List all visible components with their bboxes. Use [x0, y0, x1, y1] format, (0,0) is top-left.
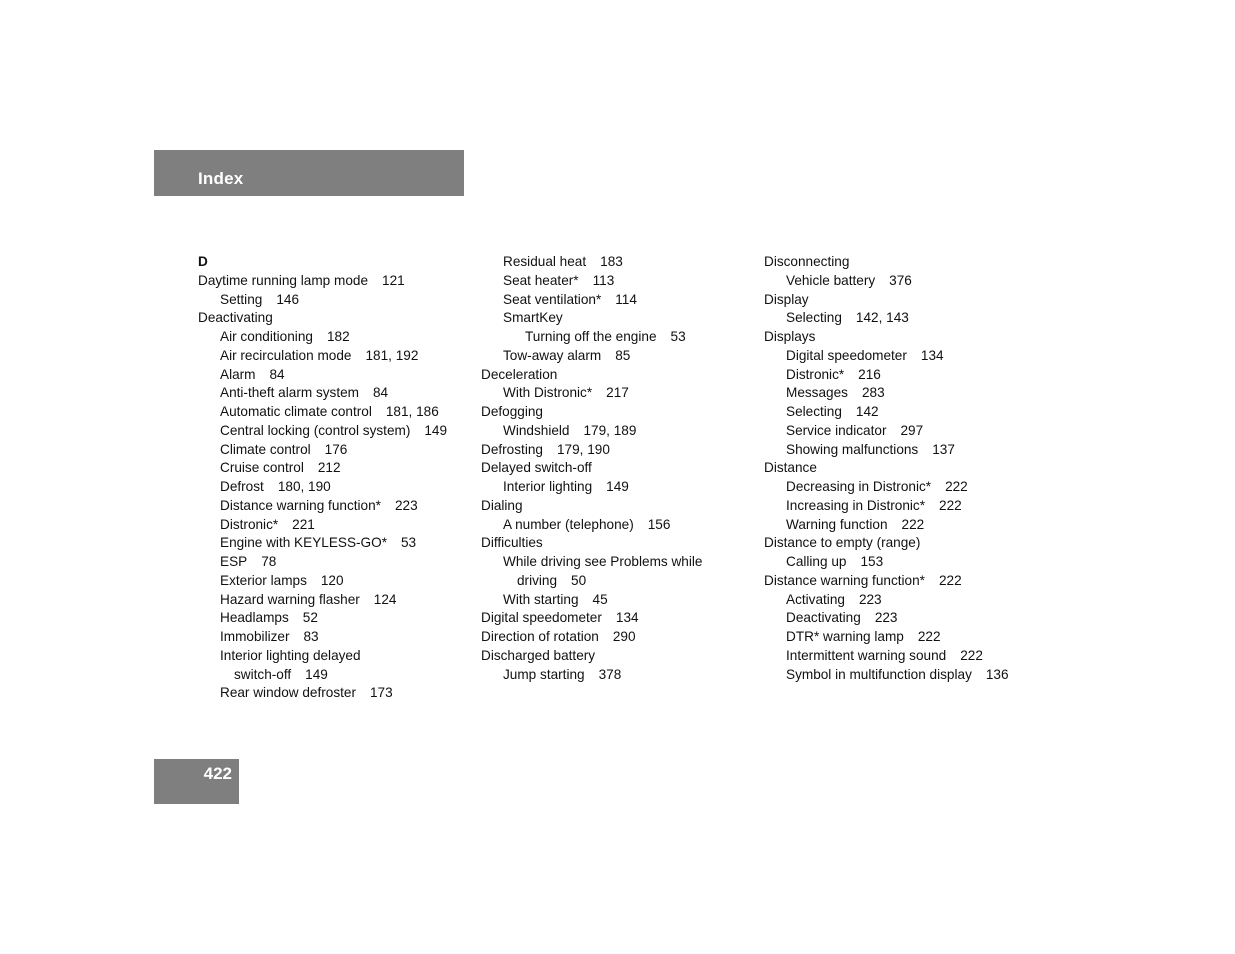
- index-entry: [198, 516, 468, 535]
- index-page-ref[interactable]: 376: [889, 272, 912, 288]
- index-entry: [198, 441, 468, 460]
- index-page-ref[interactable]: 121: [382, 272, 405, 288]
- index-term: Air conditioning: [220, 329, 313, 344]
- index-entry: [198, 459, 468, 478]
- index-page-ref[interactable]: 173: [370, 685, 393, 701]
- index-page-ref[interactable]: 176: [324, 441, 348, 457]
- index-entry: [481, 591, 746, 610]
- index-term: Intermittent warning sound: [786, 647, 947, 663]
- index-entry: [481, 497, 746, 516]
- index-term: Defogging: [481, 404, 543, 419]
- index-entry: [764, 291, 1034, 310]
- index-term: Engine with KEYLESS-GO*: [220, 535, 387, 551]
- index-term: Dialing: [481, 497, 523, 513]
- index-term: Residual heat: [503, 254, 587, 269]
- index-term: Deactivating: [786, 610, 861, 626]
- index-page-ref[interactable]: 83: [303, 629, 319, 644]
- index-term: Defrosting: [481, 441, 543, 457]
- index-term: SmartKey: [503, 310, 563, 326]
- index-page-ref[interactable]: 113: [592, 272, 615, 288]
- index-entry: [481, 534, 746, 553]
- index-entry: [764, 441, 1034, 460]
- index-entry: [764, 647, 1034, 666]
- index-entry: [481, 553, 746, 572]
- index-term: A number (telephone): [503, 516, 634, 532]
- index-column-1: [198, 253, 468, 703]
- index-term: With starting: [503, 591, 579, 607]
- index-entry: [198, 478, 468, 497]
- index-entry: [764, 422, 1034, 441]
- index-page-ref[interactable]: 142: [855, 404, 879, 419]
- index-page-ref[interactable]: 179, 190: [556, 441, 610, 457]
- index-term: Distance warning function*: [764, 572, 925, 588]
- index-term: Distance warning function*: [220, 497, 381, 513]
- index-entry: [481, 666, 746, 685]
- index-entry: [481, 516, 746, 535]
- index-term: Service indicator: [786, 422, 887, 438]
- index-term: Direction of rotation: [481, 629, 599, 644]
- index-term: driving: [517, 572, 558, 588]
- index-term: Deactivating: [198, 310, 273, 326]
- index-page-ref[interactable]: 217: [606, 385, 629, 401]
- index-page-ref[interactable]: 223: [874, 610, 898, 626]
- index-term: Display: [764, 291, 809, 307]
- index-entry: [198, 684, 468, 703]
- index-page-ref[interactable]: 142, 143: [855, 310, 909, 326]
- index-entry: [764, 309, 1034, 328]
- index-term: switch-off: [234, 666, 292, 682]
- index-entry: [481, 291, 746, 310]
- index-term: Increasing in Distronic*: [786, 497, 926, 513]
- index-term: Distronic*: [220, 516, 279, 532]
- index-term: Interior lighting delayed: [220, 647, 361, 663]
- index-term: Decreasing in Distronic*: [786, 479, 932, 494]
- index-entry: [198, 291, 468, 310]
- index-entry: [764, 591, 1034, 610]
- page-title: Index: [198, 169, 244, 188]
- index-entry: [764, 534, 1034, 553]
- index-entry: [198, 497, 468, 516]
- index-page-ref[interactable]: 134: [615, 610, 639, 626]
- index-entry: [481, 647, 746, 666]
- index-page-ref[interactable]: 45: [592, 591, 608, 607]
- index-entry: [764, 572, 1034, 591]
- index-term: Delayed switch-off: [481, 460, 592, 476]
- index-page-ref[interactable]: 114: [615, 291, 637, 307]
- index-term: Tow-away alarm: [503, 347, 602, 363]
- index-entry: [198, 553, 468, 572]
- index-page-ref[interactable]: 212: [317, 460, 341, 476]
- index-page-ref[interactable]: 378: [598, 666, 622, 682]
- index-column-2: [481, 253, 746, 684]
- index-entry: [198, 422, 468, 441]
- index-term: Digital speedometer: [786, 347, 907, 363]
- index-entry: [198, 309, 468, 328]
- index-entry: [198, 609, 468, 628]
- index-entry: [481, 628, 746, 647]
- index-page-ref[interactable]: 181, 192: [365, 347, 419, 363]
- index-entry: [481, 272, 746, 291]
- index-entry: [198, 272, 468, 291]
- index-entry: [481, 328, 746, 347]
- index-page-ref[interactable]: 78: [261, 554, 277, 569]
- index-entry: [198, 384, 468, 403]
- index-term: Air recirculation mode: [220, 347, 352, 363]
- index-term: Selecting: [786, 404, 842, 419]
- index-page-ref[interactable]: 222: [960, 647, 983, 663]
- index-entry: [198, 534, 468, 553]
- index-term: Seat heater*: [503, 272, 579, 288]
- index-page-ref[interactable]: 290: [612, 629, 636, 644]
- index-term: Anti-theft alarm system: [220, 385, 359, 401]
- index-term: While driving see Problems while: [503, 554, 703, 569]
- index-page-ref[interactable]: 124: [373, 591, 397, 607]
- index-entry: [198, 628, 468, 647]
- index-page-ref[interactable]: 153: [860, 554, 884, 569]
- index-page-ref[interactable]: 149: [606, 479, 629, 494]
- index-term: Alarm: [220, 366, 256, 382]
- index-term: Automatic climate control: [220, 404, 372, 419]
- index-term: D: [198, 254, 208, 269]
- index-entry: [764, 328, 1034, 347]
- index-page-ref[interactable]: 156: [647, 516, 671, 532]
- index-entry: [764, 497, 1034, 516]
- index-page-ref[interactable]: 297: [900, 422, 924, 438]
- index-page-ref[interactable]: 222: [901, 516, 925, 532]
- index-page-ref[interactable]: 52: [302, 610, 318, 626]
- index-letter-heading: [198, 253, 468, 272]
- index-page-ref[interactable]: 149: [424, 422, 448, 438]
- index-page-ref[interactable]: 223: [394, 497, 418, 513]
- index-term: Messages: [786, 385, 848, 401]
- index-page-ref[interactable]: 146: [276, 291, 300, 307]
- index-term: Disconnecting: [764, 254, 850, 269]
- index-entry: [198, 666, 468, 685]
- index-term: Headlamps: [220, 610, 289, 626]
- index-page-ref[interactable]: 222: [917, 629, 941, 644]
- index-term: Windshield: [503, 422, 570, 438]
- index-term: Showing malfunctions: [786, 441, 919, 457]
- index-term: Defrost: [220, 479, 264, 494]
- index-page-ref[interactable]: 183: [600, 254, 623, 269]
- index-page-ref[interactable]: 216: [858, 366, 881, 382]
- index-entry: [481, 459, 746, 478]
- index-term: Setting: [220, 291, 263, 307]
- index-term: Hazard warning flasher: [220, 591, 360, 607]
- index-term: Difficulties: [481, 535, 543, 551]
- index-term: Daytime running lamp mode: [198, 272, 369, 288]
- index-term: Displays: [764, 329, 816, 344]
- index-term: Warning function: [786, 516, 888, 532]
- index-entry: [481, 309, 746, 328]
- index-entry: [764, 666, 1034, 685]
- index-page-ref[interactable]: 222: [938, 572, 962, 588]
- index-term: Distronic*: [786, 366, 845, 382]
- index-term: Turning off the engine: [525, 329, 657, 344]
- index-term: Calling up: [786, 554, 847, 569]
- index-entry: [764, 516, 1034, 535]
- index-entry: [198, 572, 468, 591]
- index-term: Cruise control: [220, 460, 304, 476]
- index-entry: [481, 384, 746, 403]
- index-term: ESP: [220, 554, 248, 569]
- index-entry: [764, 459, 1034, 478]
- index-term: With Distronic*: [503, 385, 593, 401]
- index-term: Discharged battery: [481, 647, 596, 663]
- index-term: Immobilizer: [220, 629, 290, 644]
- index-page-ref[interactable]: 53: [670, 329, 686, 344]
- index-term: Climate control: [220, 441, 311, 457]
- index-entry: [198, 647, 468, 666]
- index-page-ref[interactable]: 53: [400, 535, 417, 551]
- index-term: Jump starting: [503, 666, 585, 682]
- index-term: Interior lighting: [503, 479, 593, 494]
- index-page-ref[interactable]: 179, 189: [583, 422, 637, 438]
- index-entry: [198, 591, 468, 610]
- index-entry: [198, 328, 468, 347]
- index-entry: [481, 253, 746, 272]
- index-entry: [481, 478, 746, 497]
- index-entry: [198, 347, 468, 366]
- index-entry: [481, 403, 746, 422]
- index-entry: [481, 609, 746, 628]
- index-entry: [764, 403, 1034, 422]
- index-term: Digital speedometer: [481, 610, 602, 626]
- index-entry: [764, 347, 1034, 366]
- index-page-ref[interactable]: 136: [985, 666, 1009, 682]
- index-entry: [481, 347, 746, 366]
- index-term: Activating: [786, 591, 845, 607]
- index-term: Central locking (control system): [220, 422, 411, 438]
- index-entry: [764, 272, 1034, 291]
- index-page-ref[interactable]: 84: [373, 385, 389, 401]
- index-page-ref[interactable]: 283: [861, 385, 885, 401]
- index-page-ref[interactable]: 222: [939, 497, 962, 513]
- page-number: 422: [203, 764, 232, 783]
- index-term: Seat ventilation*: [503, 291, 602, 307]
- index-entry: [764, 384, 1034, 403]
- index-page-ref[interactable]: 120: [320, 572, 344, 588]
- index-column-3: [764, 253, 1034, 684]
- header-bar: [154, 150, 464, 196]
- index-entry: [481, 366, 746, 385]
- index-term: Deceleration: [481, 366, 558, 382]
- index-term: Symbol in multifunction display: [786, 666, 972, 682]
- index-term: Distance to empty (range): [764, 535, 921, 551]
- index-page-ref[interactable]: 149: [305, 666, 328, 682]
- index-term: Selecting: [786, 310, 842, 326]
- index-term: Rear window defroster: [220, 685, 356, 701]
- index-entry: [764, 253, 1034, 272]
- index-page-ref[interactable]: 223: [858, 591, 882, 607]
- index-page-ref[interactable]: 50: [571, 572, 587, 588]
- index-page-ref[interactable]: 137: [932, 441, 955, 457]
- index-entry: [481, 422, 746, 441]
- index-term: Exterior lamps: [220, 572, 307, 588]
- index-entry: [198, 403, 468, 422]
- index-term: DTR* warning lamp: [786, 629, 904, 644]
- index-entry: [481, 572, 746, 591]
- index-entry: [764, 478, 1034, 497]
- index-entry: [764, 628, 1034, 647]
- index-entry: [764, 366, 1034, 385]
- index-entry: [198, 366, 468, 385]
- index-page-ref[interactable]: 84: [269, 366, 285, 382]
- page-number-box: [154, 759, 239, 804]
- index-page-ref[interactable]: 134: [920, 347, 944, 363]
- index-entry: [764, 553, 1034, 572]
- index-page-ref[interactable]: 180, 190: [277, 479, 331, 494]
- index-page-ref[interactable]: 182: [326, 329, 350, 344]
- index-page-ref[interactable]: 222: [945, 479, 968, 494]
- index-page-ref[interactable]: 221: [292, 516, 315, 532]
- index-page-ref[interactable]: 181, 186: [385, 404, 439, 419]
- index-term: Vehicle battery: [786, 272, 876, 288]
- index-page-ref[interactable]: 85: [615, 347, 631, 363]
- index-term: Distance: [764, 460, 817, 476]
- index-entry: [764, 609, 1034, 628]
- index-entry: [481, 441, 746, 460]
